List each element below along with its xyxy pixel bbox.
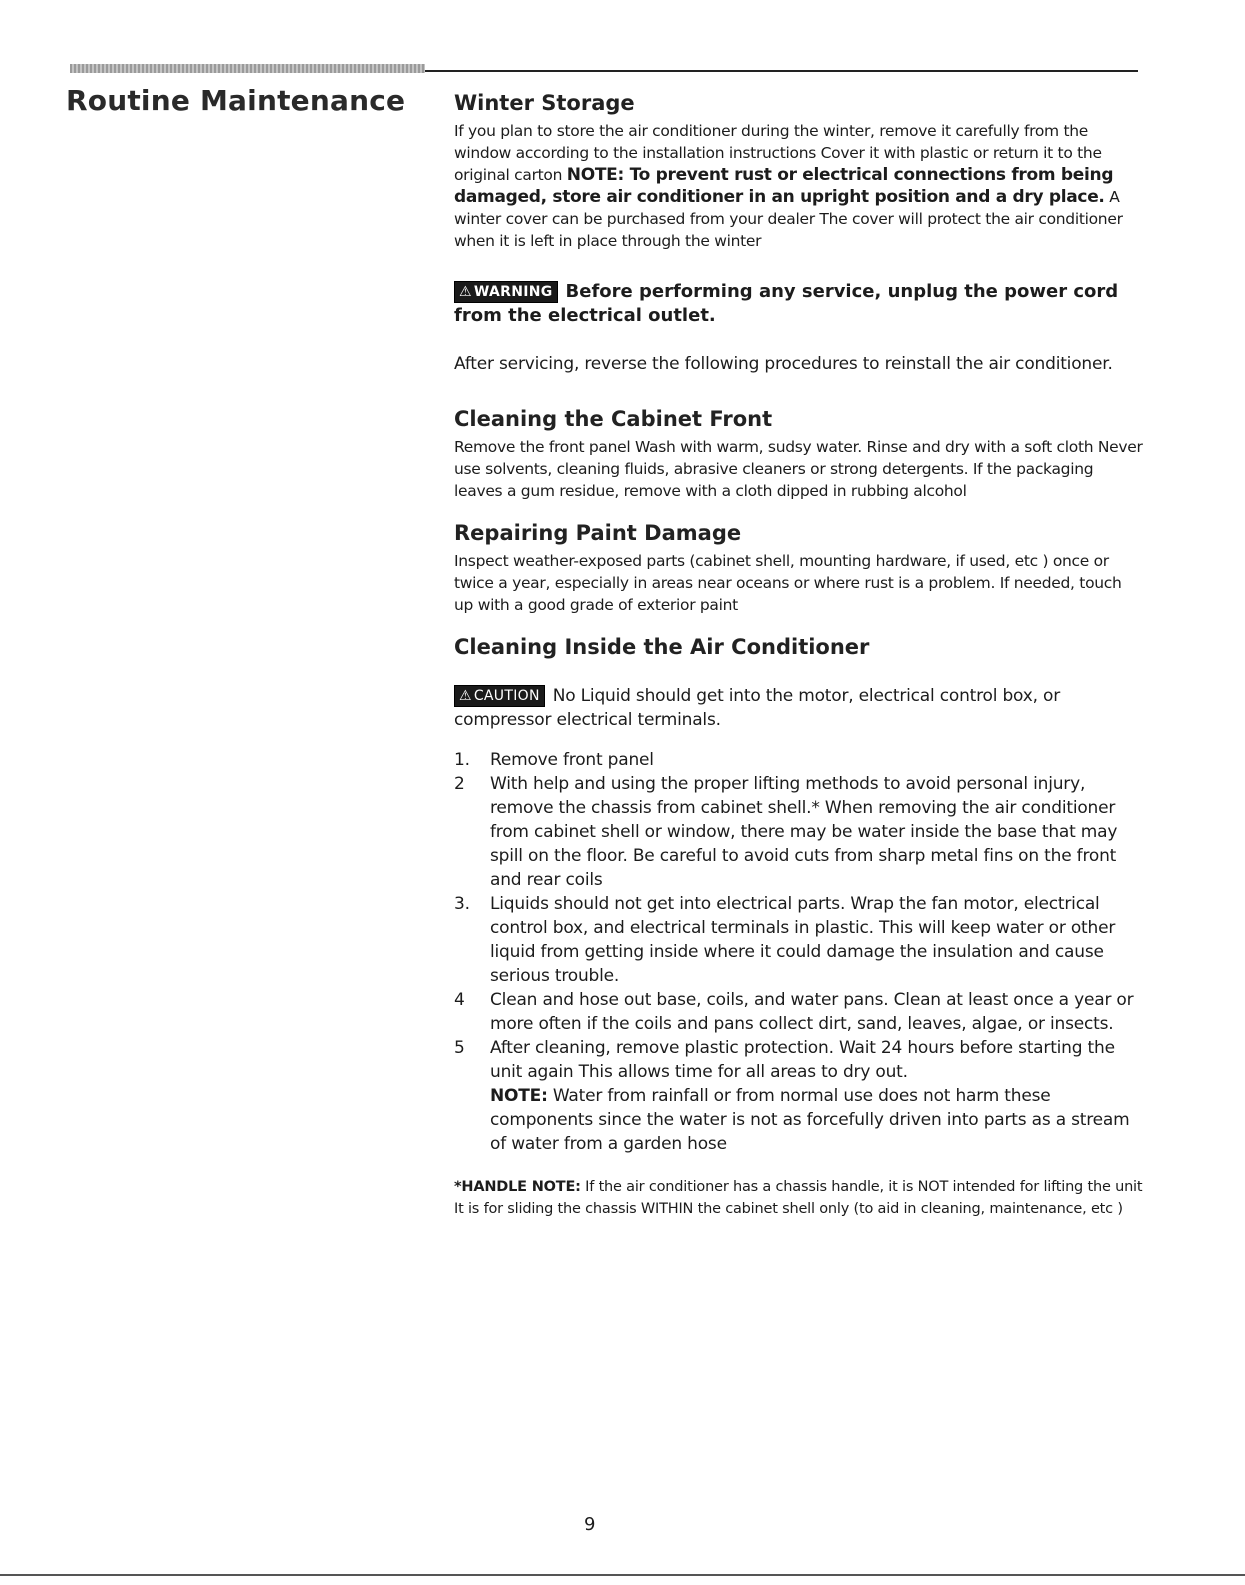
caution-badge <box>454 685 545 707</box>
list-item <box>454 892 1144 988</box>
step-text: After cleaning, remove plastic protection. Wait 24 hours before starting the unit again This allows time for all areas to dry out. <box>490 1038 1115 1082</box>
winter-storage-text-2: A winter cover can be purchased from your dealer The cover will protect the air conditioner when it is left in place through the winter <box>454 188 1123 250</box>
list-item <box>454 772 1144 892</box>
winter-storage-text-1: If you plan to store the air conditioner during the winter, remove it carefully from the window according to the installation instructions Cover it with plastic or return it to the original carton <box>454 122 1102 184</box>
step-text: Liquids should not get into electrical parts. Wrap the fan motor, electrical control box, and electrical terminals in plastic. This will keep water or other liquid from getting inside where it could damage the insulation and cause serious trouble. <box>490 894 1116 986</box>
warning-label: WARNING <box>473 284 553 300</box>
warning-text: Before performing any service, unplug the power cord from the electrical outlet. <box>454 281 1119 326</box>
header-rule <box>425 70 1138 72</box>
step-number: 3. <box>454 894 470 914</box>
list-item <box>454 1036 1144 1156</box>
warning-notice <box>454 280 1144 328</box>
step-text: Clean and hose out base, coils, and water pans. Clean at least once a year or more often if the coils and pans collect dirt, sand, leaves, algae, or insects. <box>490 990 1134 1034</box>
caution-notice <box>454 684 1144 732</box>
step-text: With help and using the proper lifting methods to avoid personal injury, remove the chassis from cabinet shell.* When removing the air conditioner from cabinet shell or window, there may be water inside the base that may spill on the floor. Be careful to avoid cuts from sharp metal fins on the front and rear coils <box>490 774 1118 890</box>
list-item <box>454 748 1144 772</box>
warning-triangle-icon: ⚠ <box>459 284 472 300</box>
paint-damage-heading: Repairing Paint Damage <box>454 521 742 545</box>
header-shaded-bar <box>70 64 425 73</box>
handle-note-label: *HANDLE NOTE: <box>454 1179 581 1195</box>
cleaning-inside-heading: Cleaning Inside the Air Conditioner <box>454 635 870 659</box>
winter-storage-note: NOTE: To prevent rust or electrical connections from being damaged, store air conditioner in an upright position and a dry place. <box>454 165 1114 207</box>
caution-label: CAUTION <box>473 688 540 704</box>
step-text: Remove front panel <box>490 750 654 770</box>
handle-note-text: If the air conditioner has a chassis handle, it is NOT intended for lifting the unit It is for sliding the chassis WITHIN the cabinet shell only (to aid in cleaning, maintenance, etc ) <box>454 1179 1143 1217</box>
step-number: 1. <box>454 750 470 770</box>
winter-storage-paragraph <box>454 120 1144 252</box>
cleaning-steps-list <box>454 748 1144 1156</box>
step-number: 4 <box>454 990 465 1010</box>
list-item <box>454 988 1144 1036</box>
step-number: 2 <box>454 774 465 794</box>
main-content <box>454 88 1144 1220</box>
paint-damage-text: Inspect weather-exposed parts (cabinet shell, mounting hardware, if used, etc ) once or twice a year, especially in areas near oceans or where rust is a problem. If needed, touch up with a good grade of exterior paint <box>454 552 1122 614</box>
page-bottom-edge <box>0 1574 1245 1576</box>
section-title: Routine Maintenance <box>66 84 406 117</box>
caution-text: No Liquid should get into the motor, electrical control box, or compressor electrical terminals. <box>454 686 1060 730</box>
step5-note-text: Water from rainfall or from normal use does not harm these components since the water is not as forcefully driven into parts as a stream of water from a garden hose <box>490 1086 1130 1154</box>
handle-note <box>454 1176 1144 1220</box>
page-number: 9 <box>584 1514 596 1535</box>
warning-badge <box>454 281 558 303</box>
step5-note-label: NOTE: <box>490 1086 548 1106</box>
cleaning-cabinet-text: Remove the front panel Wash with warm, sudsy water. Rinse and dry with a soft cloth Never use solvents, cleaning fluids, abrasive cleaners or strong detergents. If the packaging leaves a gum residue, remove with a cloth dipped in rubbing alcohol <box>454 438 1143 500</box>
cleaning-cabinet-heading: Cleaning the Cabinet Front <box>454 407 773 431</box>
step-number: 5 <box>454 1038 465 1058</box>
after-servicing-text: After servicing, reverse the following procedures to reinstall the air conditioner. <box>454 354 1113 374</box>
winter-storage-heading: Winter Storage <box>454 91 635 115</box>
caution-triangle-icon: ⚠ <box>459 688 472 704</box>
